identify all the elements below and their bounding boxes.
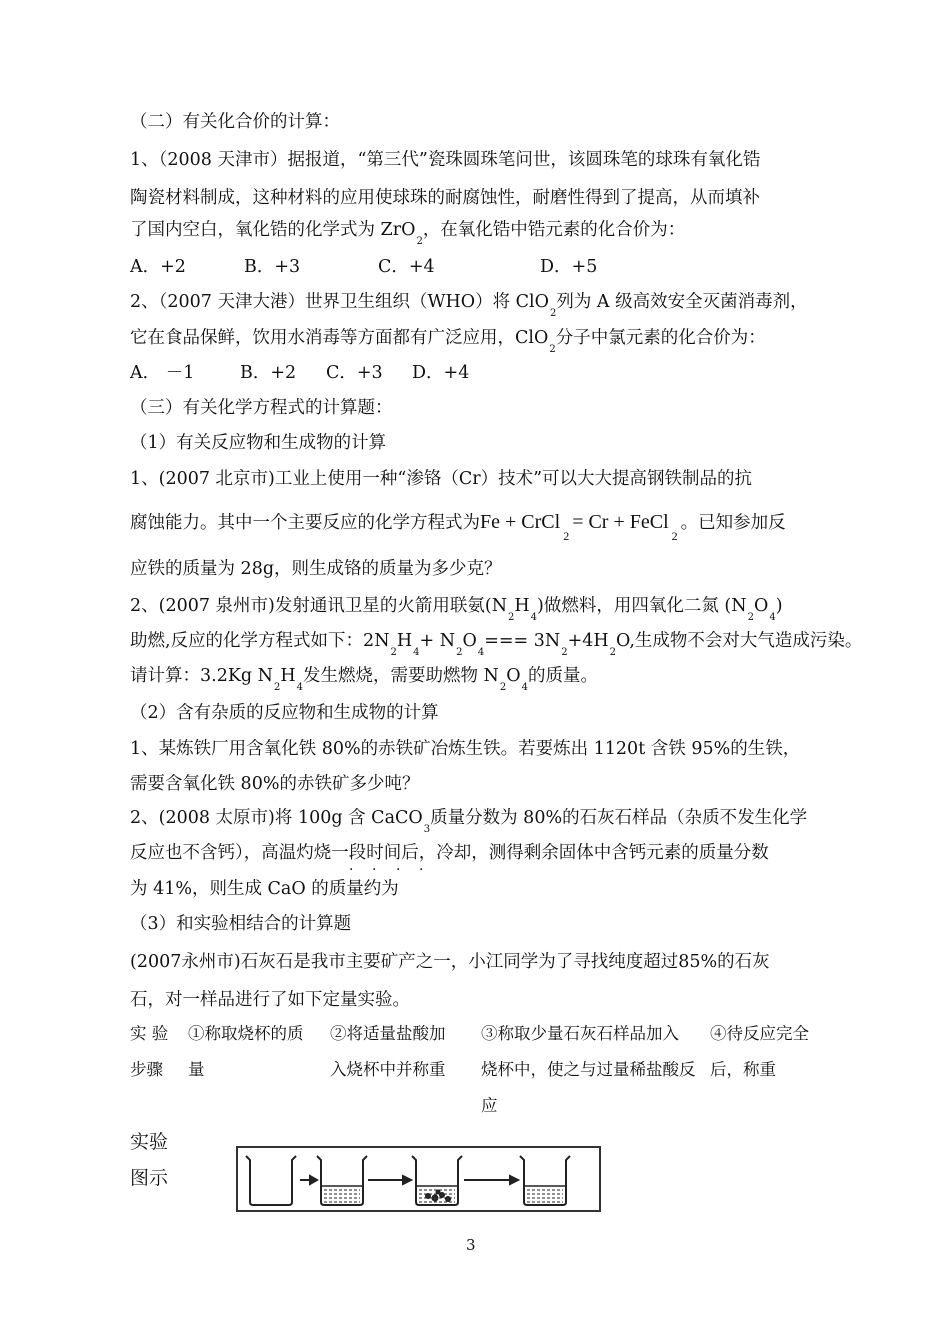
q3-2-1-line1: 1、某炼铁厂用含氧化铁 80%的赤铁矿冶炼生铁。若要炼出 1120t 含铁 95%的生铁，	[130, 739, 801, 759]
q3-3-intro1: (2007永州市)石灰石是我市主要矿产之一，小江同学为了寻找纯度超过85%的石灰	[130, 952, 770, 972]
beaker-final	[520, 1156, 570, 1205]
page-number: 3	[466, 1236, 476, 1254]
q2-1-line2: 陶瓷材料制成，这种材料的应用使球珠的耐腐蚀性，耐磨性得到了提高，从而填补	[130, 188, 760, 208]
option-b: B．+3	[244, 257, 301, 277]
figure-label: 图示	[130, 1167, 169, 1189]
q2-2-line1: 2、（2007 天津大港）世界卫生组织（WHO）将 ClO$_2$列为 A 级高效安全灭菌消毒剂，	[130, 292, 808, 319]
option-d: D．+4	[412, 363, 470, 383]
sub-2-title: （2）含有杂质的反应物和生成物的计算	[130, 703, 439, 723]
section-3-title: （三）有关化学方程式的计算题：	[130, 398, 393, 418]
q3-1-1-line2: 腐蚀能力。其中一个主要反应的化学方程式为Fe + CrCl$_2$= Cr + FeCl$_2$。已知参加反	[130, 511, 786, 543]
step-label: 实 验	[130, 1024, 169, 1043]
q2-2-options	[130, 361, 469, 385]
q2-1-line1: 1、（2008 天津市）据报道，“第三代”瓷珠圆珠笔问世，该圆珠笔的球珠有氧化锆	[130, 150, 761, 170]
emphasis-dot: ·	[349, 862, 354, 878]
step-label: 步骤	[130, 1060, 163, 1079]
q3-3-intro2: 石，对一样品进行了如下定量实验。	[130, 990, 410, 1010]
step-3-line2: 烧杯中，使之与过量稀盐酸反	[481, 1060, 696, 1079]
q3-2-2-line3: 为 41%，则生成 CaO 的质量约为	[130, 879, 399, 899]
option-c: C．+4	[378, 257, 435, 277]
step-2-line2: 入烧杯中并称重	[330, 1060, 446, 1079]
q2-1-options	[130, 255, 597, 279]
beaker-reaction	[412, 1156, 462, 1205]
figure-label: 实验	[130, 1131, 169, 1153]
step-4-line2: 后，称重	[710, 1060, 776, 1079]
q3-1-2-line2: 助燃,反应的化学方程式如下：$2N_2H_4+ N_2O_4=== 3N_2+4H_2O$,生成物不会对大气造成污染。	[130, 631, 863, 658]
equation: Fe + CrCl$_2$= Cr + FeCl$_2$	[480, 511, 678, 543]
q3-1-1-line1: 1、(2007 北京市)工业上使用一种“渗铬（Cr）技术”可以大大提高钢铁制品的抗	[130, 469, 753, 489]
q2-1-line3: 了国内空白，氧化锆的化学式为 ZrO$_2$，在氧化锆中锆元素的化合价为：	[130, 220, 686, 247]
q3-2-1-line2: 需要含氧化铁 80%的赤铁矿多少吨？	[130, 774, 420, 794]
option-a: A． －1	[130, 363, 195, 383]
arrow	[464, 1176, 518, 1184]
emphasis-dot: ·	[396, 862, 401, 878]
option-c: C．+3	[326, 363, 383, 383]
option-d: D．+5	[540, 257, 598, 277]
beaker-empty	[246, 1156, 296, 1205]
step-3-line3: 应	[481, 1096, 498, 1115]
q3-1-1-line3: 应铁的质量为 28g，则生成铬的质量为多少克？	[130, 559, 502, 579]
q3-1-2-line3: 请计算：3.2Kg $N_2H_4$发生燃烧，需要助燃物 $N_2O_4$的质量。	[130, 666, 598, 693]
step-3-line1: ③称取少量石灰石样品加入	[481, 1024, 679, 1043]
step-1-line2: 量	[188, 1060, 205, 1079]
emphasis-dot: ·	[372, 862, 377, 878]
option-a: A．+2	[130, 257, 186, 277]
step-4-line1: ④待反应完全	[710, 1024, 809, 1043]
section-2-title: （二）有关化合价的计算：	[130, 112, 340, 132]
q3-1-2-line1: 2、(2007 泉州市)发射通讯卫星的火箭用联氨$(N_2H_4)$做燃料，用四氧化二氮 $(N_2O_4)$	[130, 596, 783, 623]
arrow	[300, 1176, 317, 1184]
emphasis-dot: ·	[419, 862, 424, 878]
sub-3-title: （3）和实验相结合的计算题	[130, 914, 352, 934]
step-1-line1: ①称取烧杯的质	[188, 1024, 304, 1043]
beaker-acid	[317, 1156, 367, 1205]
q2-2-line2: 它在食品保鲜，饮用水消毒等方面都有广泛应用，ClO$_2$分子中氯元素的化合价为：	[130, 328, 766, 355]
q3-2-2-line2: 反应也不含钙），高温灼烧一段时间后，冷却，测得剩余固体中含钙元素的质量分数	[130, 843, 769, 863]
experiment-diagram	[236, 1146, 601, 1212]
sub-1-title: （1）有关反应物和生成物的计算	[130, 433, 387, 453]
arrow	[368, 1176, 411, 1184]
step-2-line1: ②将适量盐酸加	[330, 1024, 446, 1043]
option-b: B．+2	[240, 363, 297, 383]
q3-2-2-line1: 2、(2008 太原市)将 100g 含 CaCO$_3$质量分数为 80%的石灰石样品（杂质不发生化学	[130, 808, 808, 835]
